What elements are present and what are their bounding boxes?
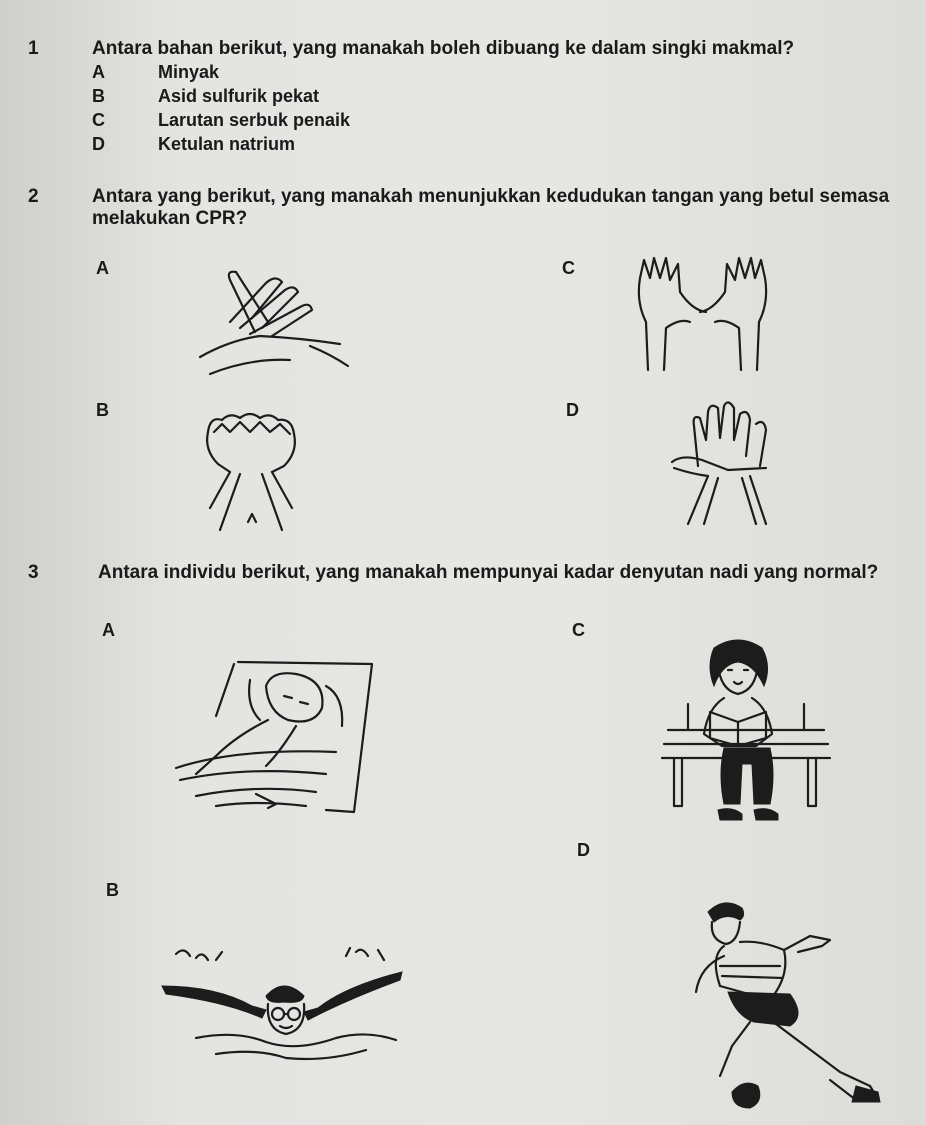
stacked-hands-icon — [668, 396, 788, 526]
reading-girl-on-bench-icon — [658, 634, 834, 830]
question-1-number: 1 — [28, 38, 39, 59]
hands-apart-icon — [630, 252, 775, 377]
q1-option-a-text: Minyak — [158, 62, 220, 82]
q3-option-b-letter: B — [106, 880, 119, 900]
question-1-text: Antara bahan berikut, yang manakah boleh dibuang ke dalam singki makmal? — [92, 38, 795, 59]
q2-option-c-letter: C — [562, 258, 575, 278]
q1-option-c-letter: C — [92, 110, 105, 130]
q2-option-b-letter: B — [96, 400, 109, 420]
interlocked-fingers-icon — [200, 410, 305, 535]
crossed-hands-icon — [190, 262, 360, 382]
question-3-number: 3 — [28, 562, 39, 583]
q1-option-d-letter: D — [92, 134, 105, 154]
q3-option-a-letter: A — [102, 620, 115, 640]
q1-option-c-text: Larutan serbuk penaik — [158, 110, 351, 130]
q3-option-c-letter: C — [572, 620, 585, 640]
q1-option-b-text: Asid sulfurik pekat — [158, 86, 320, 106]
q1-option-d-text: Ketulan natrium — [158, 134, 296, 154]
q1-option-a-letter: A — [92, 62, 105, 82]
q3-option-d-letter: D — [577, 840, 590, 860]
question-2-number: 2 — [28, 186, 39, 207]
q2-option-a-letter: A — [96, 258, 109, 278]
q2-option-d-letter: D — [566, 400, 579, 420]
question-3-text: Antara individu berikut, yang manakah mempunyai kadar denyutan nadi yang normal? — [98, 562, 879, 583]
sleeping-person-icon — [176, 656, 376, 816]
q1-option-b-letter: B — [92, 86, 105, 106]
question-2-text-line2: melakukan CPR? — [92, 208, 248, 229]
football-player-icon — [680, 896, 890, 1116]
question-2-text-line1: Antara yang berikut, yang manakah menunjukkan kedudukan tangan yang betul semasa — [92, 186, 890, 207]
swimmer-icon — [156, 946, 408, 1066]
